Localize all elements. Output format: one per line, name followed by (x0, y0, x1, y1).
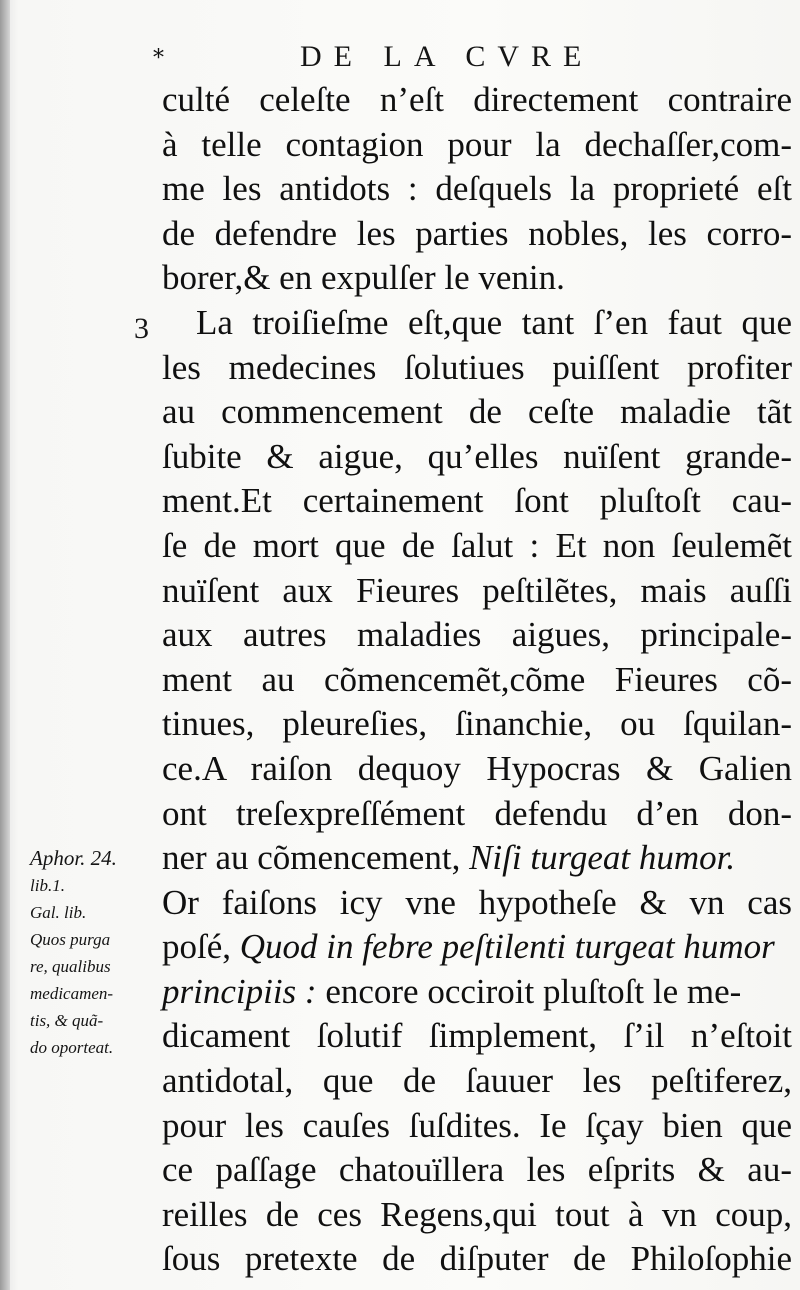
margin-note-line: Gal. lib. (30, 903, 87, 922)
margin-note-line: do oporteat. (30, 1038, 114, 1057)
text-fragment: poſé, (162, 927, 232, 967)
margin-note (30, 845, 170, 1061)
italic-fragment: principiis : (162, 971, 317, 1011)
text-line: les medecines ſolutiues puiſſent profiter (162, 347, 792, 387)
text-line: ce.A raiſon dequoy Hypocras & Galien (162, 748, 792, 788)
margin-note-line: medicamen- (30, 984, 114, 1003)
margin-note-line: Quos purga (30, 930, 111, 949)
body-text (162, 78, 792, 1282)
text-line (162, 836, 792, 881)
text-line: nuïſent aux Fieures peſtilẽtes, mais auſſi (162, 570, 792, 610)
text-line: tinues, pleureſies, ſinanchie, ou ſquilan- (162, 704, 792, 744)
page-gutter (0, 0, 10, 1290)
text-line: ment au cõmencemẽt,cõme Fieures cõ- (162, 659, 792, 699)
text-line: ce paſſage chatouïllera les eſprits & au- (162, 1150, 792, 1190)
text-line: borer,& en expulſer le venin. (162, 258, 565, 298)
margin-note-line: re, qualibus (30, 957, 111, 976)
text-line: ſubite & aigue, qu’elles nuïſent grande- (162, 436, 792, 476)
text-line: à telle contagion pour la dechaſſer,com- (162, 124, 792, 164)
text-line: ont treſexpreſſément defendu d’en don- (162, 793, 792, 833)
margin-note-line: lib.1. (30, 876, 65, 895)
text-line: pour les cauſes ſuſdites. Ie ſçay bien que (162, 1105, 792, 1145)
margin-note-line: Aphor. 24. (30, 846, 117, 870)
text-line: de defendre les parties nobles, les corro- (162, 213, 792, 253)
text-line: antidotal, que de ſauuer les peſtiferez, (162, 1061, 792, 1101)
text-line: au commencement de ceſte maladie tãt (162, 392, 792, 432)
text-line: reilles de ces Regens,qui tout à vn coup, (162, 1194, 792, 1234)
text-line (162, 970, 792, 1015)
text-line: me les antidots : deſquels la proprieté eſt (162, 169, 792, 209)
italic-fragment: Niſi turgeat humor. (469, 838, 736, 878)
text-line: La troiſieſme eſt,que tant ſ’en faut que (196, 302, 792, 342)
text-line: Or faiſons icy vne hypotheſe & vn cas (162, 882, 792, 922)
text-line: ment.Et certainement ſont pluſtoſt cau- (162, 481, 792, 521)
text-fragment: encore occiroit pluſtoſt le me- (325, 971, 742, 1011)
paragraph-number: 3 (134, 312, 149, 345)
text-line: ſous pretexte de diſputer de Philoſophie (162, 1239, 792, 1279)
italic-fragment: Quod in febre peſtilenti turgeat humor (239, 927, 775, 967)
running-title: DE LA CVRE (300, 40, 594, 73)
text-line: ſe de mort que de ſalut : Et non ſeulemẽt (162, 525, 792, 565)
text-fragment: ner au cõmencement, (162, 838, 461, 878)
text-line: aux autres maladies aigues, principale- (162, 615, 792, 655)
margin-note-line: tis, & quã- (30, 1011, 104, 1030)
text-line: dicament ſolutif ſimplement, ſ’il n’eſtoit (162, 1016, 792, 1056)
text-line: culté celeſte n’eſt directement contraire (162, 80, 792, 119)
header-mark: * (153, 46, 164, 71)
text-line (162, 925, 792, 970)
